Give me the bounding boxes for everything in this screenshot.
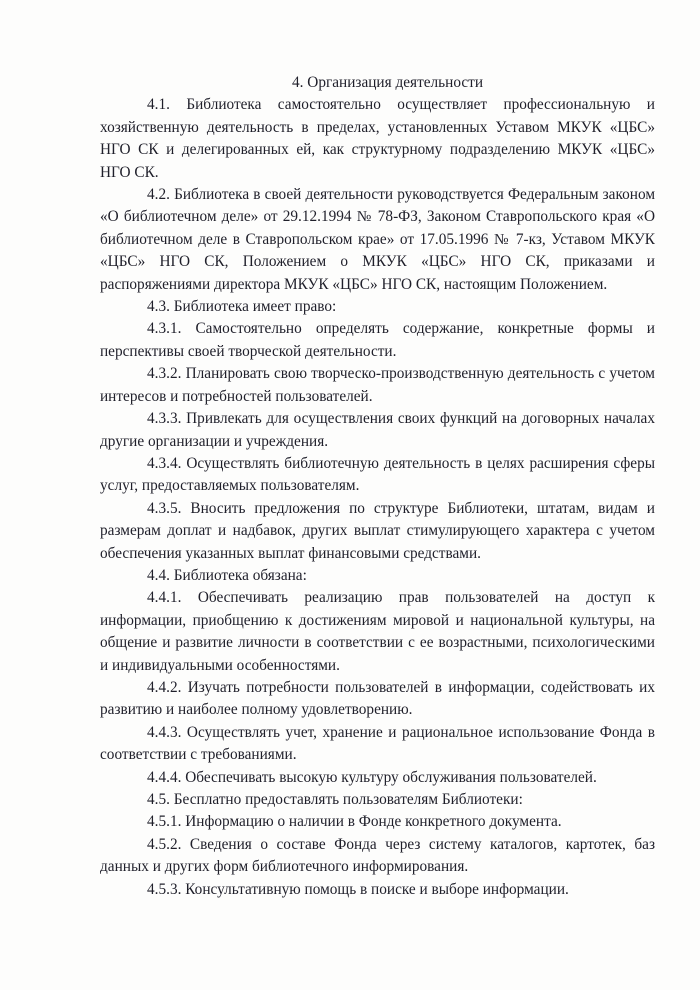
paragraph-4-4-1: 4.4.1. Обеспечивать реализацию прав пользователей на доступ к информации, приобщению к достижениям мировой и национальной культуры, на общение и развитие личности в соответствии с ее возрастными, психологическими и индивидуальными особенностями. [100,589,655,674]
paragraph-4-2: 4.2. Библиотека в своей деятельности руководствуется Федеральным законом «О библиотечном деле» от 29.12.1994 № 78-ФЗ, Законом Ставропольского края «О библиотечном деле в Ставропольском крае» от 17.05.1996 № 7-кз, Уставом МКУК «ЦБС» НГО СК, Положением о МКУК «ЦБС» НГО СК, приказами и распоряжениями директора МКУК «ЦБС» НГО СК, настоящим Положением. [100,186,655,293]
paragraph-4-3-2: 4.3.2. Планировать свою творческо-производственную деятельность с учетом интересов и потребностей пользователей. [100,365,655,405]
section-heading: 4. Организация деятельности [291,74,484,91]
paragraph-4-3: 4.3. Библиотека имеет право: [147,298,337,316]
paragraph-4-3-3: 4.3.3. Привлекать для осуществления своих функций на договорных началах другие организации и учреждения. [100,410,655,450]
paragraph-4-4-3: 4.4.3. Осуществлять учет, хранение и рациональное использование Фонда в соответствии с требованиями. [100,723,655,764]
paragraph-4-5-2: 4.5.2. Сведения о составе Фонда через систему каталогов, картотек, баз данных и других форм библиотечного информирования. [100,835,655,876]
paragraph-4-4: 4.4. Библиотека обязана: [147,566,307,584]
paragraph-4-3-1: 4.3.1. Самостоятельно определять содержание, конкретные формы и перспективы своей творческой деятельности. [100,320,655,360]
paragraph-4-4-4: 4.4.4. Обеспечивать высокую культуру обслуживания пользователей. [147,768,597,786]
paragraph-4-5: 4.5. Бесплатно предоставлять пользователям Библиотеки: [147,791,523,808]
paragraph-4-1: 4.1. Библиотека самостоятельно осуществляет профессиональную и хозяйственную деятельность в пределах, установленных Уставом МКУК «ЦБС» НГО СК и делегированных ей, как структурному подразделению МКУК «ЦБС» НГО СК. [100,96,655,181]
paragraph-4-5-3: 4.5.3. Консультативную помощь в поиске и выборе информации. [147,880,569,898]
document-body [100,72,655,901]
paragraph-4-4-2: 4.4.2. Изучать потребности пользователей в информации, содействовать их развитию и наиболее полному удовлетворению. [100,678,655,719]
paragraph-4-5-1: 4.5.1. Информацию о наличии в Фонде конкретного документа. [147,813,562,831]
paragraph-4-3-5: 4.3.5. Вносить предложения по структуре Библиотеки, штатам, видам и размерам доплат и надбавок, других выплат стимулирующего характера с учетом обеспечения указанных выплат финансовыми средствами. [100,499,655,562]
paragraph-4-3-4: 4.3.4. Осуществлять библиотечную деятельность в целях расширения сферы услуг, предоставляемых пользователям. [100,454,655,495]
